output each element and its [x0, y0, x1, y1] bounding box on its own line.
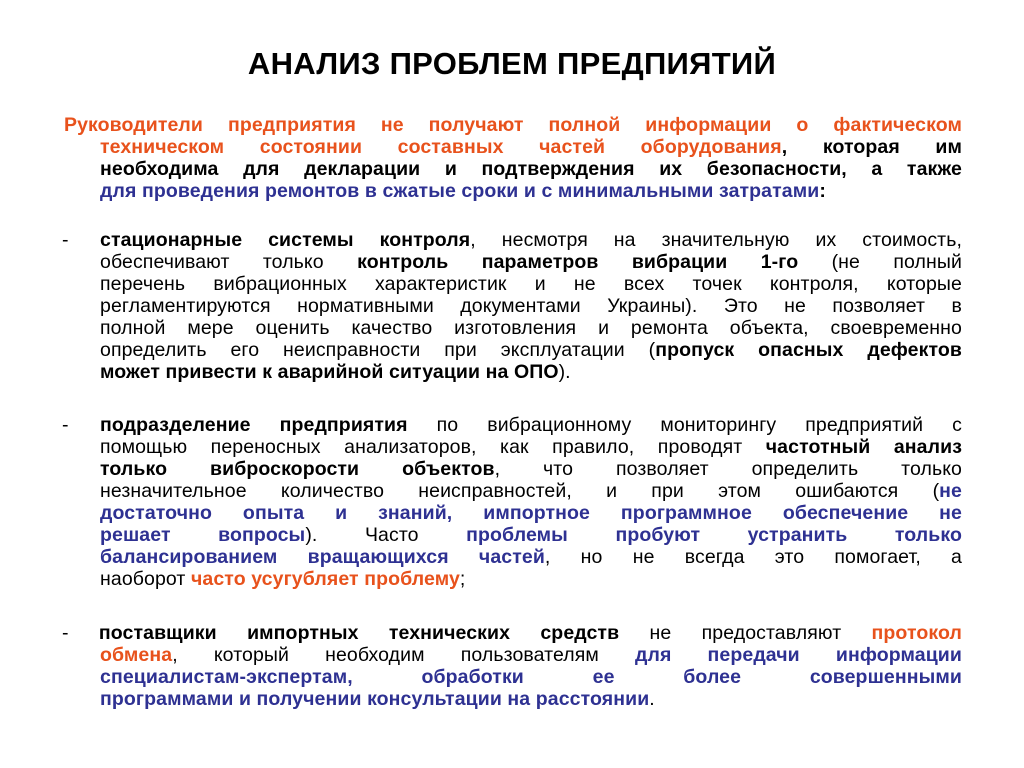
bullet-1-bold: контроль параметров вибрации 1-го	[357, 251, 799, 273]
bullet-3-blue: специалистам-экспертам, обработки ее более совершенными	[100, 666, 962, 688]
bullet-1-lead: стационарные системы контроля	[100, 229, 471, 251]
bullet-3-text: не предоставляют	[619, 622, 872, 644]
bullet-2-text: , что позволяет определить только	[494, 458, 962, 480]
bullet-1-text: , несмотря на значительную их стоимость,	[470, 229, 962, 251]
slide-title: АНАЛИЗ ПРОБЛЕМ ПРЕДПИЯТИЙ	[247, 46, 777, 81]
bullet-1-text: перечень вибрационных характеристик и не всех точек контроля, которые	[100, 273, 962, 295]
bullet-2-text: незначительное количество неисправностей, и при этом ошибаются (	[100, 480, 940, 502]
bullet-2-text: , но не всегда это помогает, а	[544, 546, 963, 568]
intro-line-1: Руководители предприятия не получают полной информации о фактическом	[64, 114, 962, 136]
bullet-3-text: .	[649, 688, 655, 710]
bullet-1-text: регламентируются нормативными документами Украины). Это не позволяет в	[100, 295, 962, 317]
bullet-2-text: наоборот	[100, 568, 191, 590]
intro-line-2-text: , которая им	[781, 136, 962, 158]
intro-paragraph	[64, 114, 962, 202]
bullet-3-blue: программами и получении консультации на расстоянии	[100, 688, 650, 710]
bullet-1-bold: пропуск опасных дефектов	[655, 339, 962, 361]
bullet-2-text: помощью переносных анализаторов, как правило, проводят	[100, 436, 766, 458]
bullet-1-bold: может привести к аварийной ситуации на ОПО	[100, 361, 559, 383]
bullet-paragraph-1	[100, 229, 962, 383]
bullet-2-bold: частотный анализ	[765, 436, 962, 458]
bullet-1-text: (не полный	[798, 251, 962, 273]
bullet-dash-1: -	[62, 229, 69, 251]
bullet-dash-2: -	[62, 414, 69, 436]
bullet-2-blue: достаточно опыта и знаний, импортное программное обеспечение не	[100, 502, 962, 524]
intro-line-3: необходима для декларации и подтверждения их безопасности, а также	[100, 158, 962, 180]
bullet-2-blue: решает вопросы	[100, 524, 306, 546]
bullet-2-text: ;	[459, 568, 466, 590]
bullet-1-text: полной мере оценить качество изготовления и ремонта объекта, своевременно	[100, 317, 962, 339]
intro-line-2-highlight: техническом состоянии составных частей оборудования	[100, 136, 782, 158]
bullet-2-blue: проблемы пробуют устранить только	[466, 524, 962, 546]
bullet-3-lead: поставщики импортных технических средств	[98, 622, 620, 644]
bullet-paragraph-3	[62, 622, 962, 710]
bullet-2-text: ). Часто	[305, 524, 467, 546]
bullet-2-lead: подразделение предприятия	[100, 414, 408, 436]
bullet-2-blue: балансированием вращающихся частей	[100, 546, 545, 568]
bullet-dash-3: -	[62, 622, 99, 644]
bullet-3-blue: для передачи информации	[635, 644, 962, 666]
bullet-3-text: , который необходим пользователям	[172, 644, 635, 666]
bullet-2-text: по вибрационному мониторингу предприятий с	[407, 414, 962, 436]
intro-line-4-highlight: для проведения ремонтов в сжатые сроки и с минимальными затратами	[100, 180, 820, 202]
bullet-1-text: обеспечивают только	[100, 251, 358, 273]
bullet-2-blue: не	[939, 480, 962, 502]
bullet-paragraph-2	[100, 414, 962, 590]
bullet-1-text: ).	[558, 361, 571, 383]
bullet-3-red: обмена	[100, 644, 173, 666]
bullet-2-bold: только виброскорости объектов	[100, 458, 495, 480]
bullet-1-text: определить его неисправности при эксплуатации (	[100, 339, 656, 361]
bullet-3-red: протокол	[871, 622, 962, 644]
intro-line-4-colon: :	[819, 180, 826, 202]
bullet-2-red: часто усугубляет проблему	[190, 568, 460, 590]
